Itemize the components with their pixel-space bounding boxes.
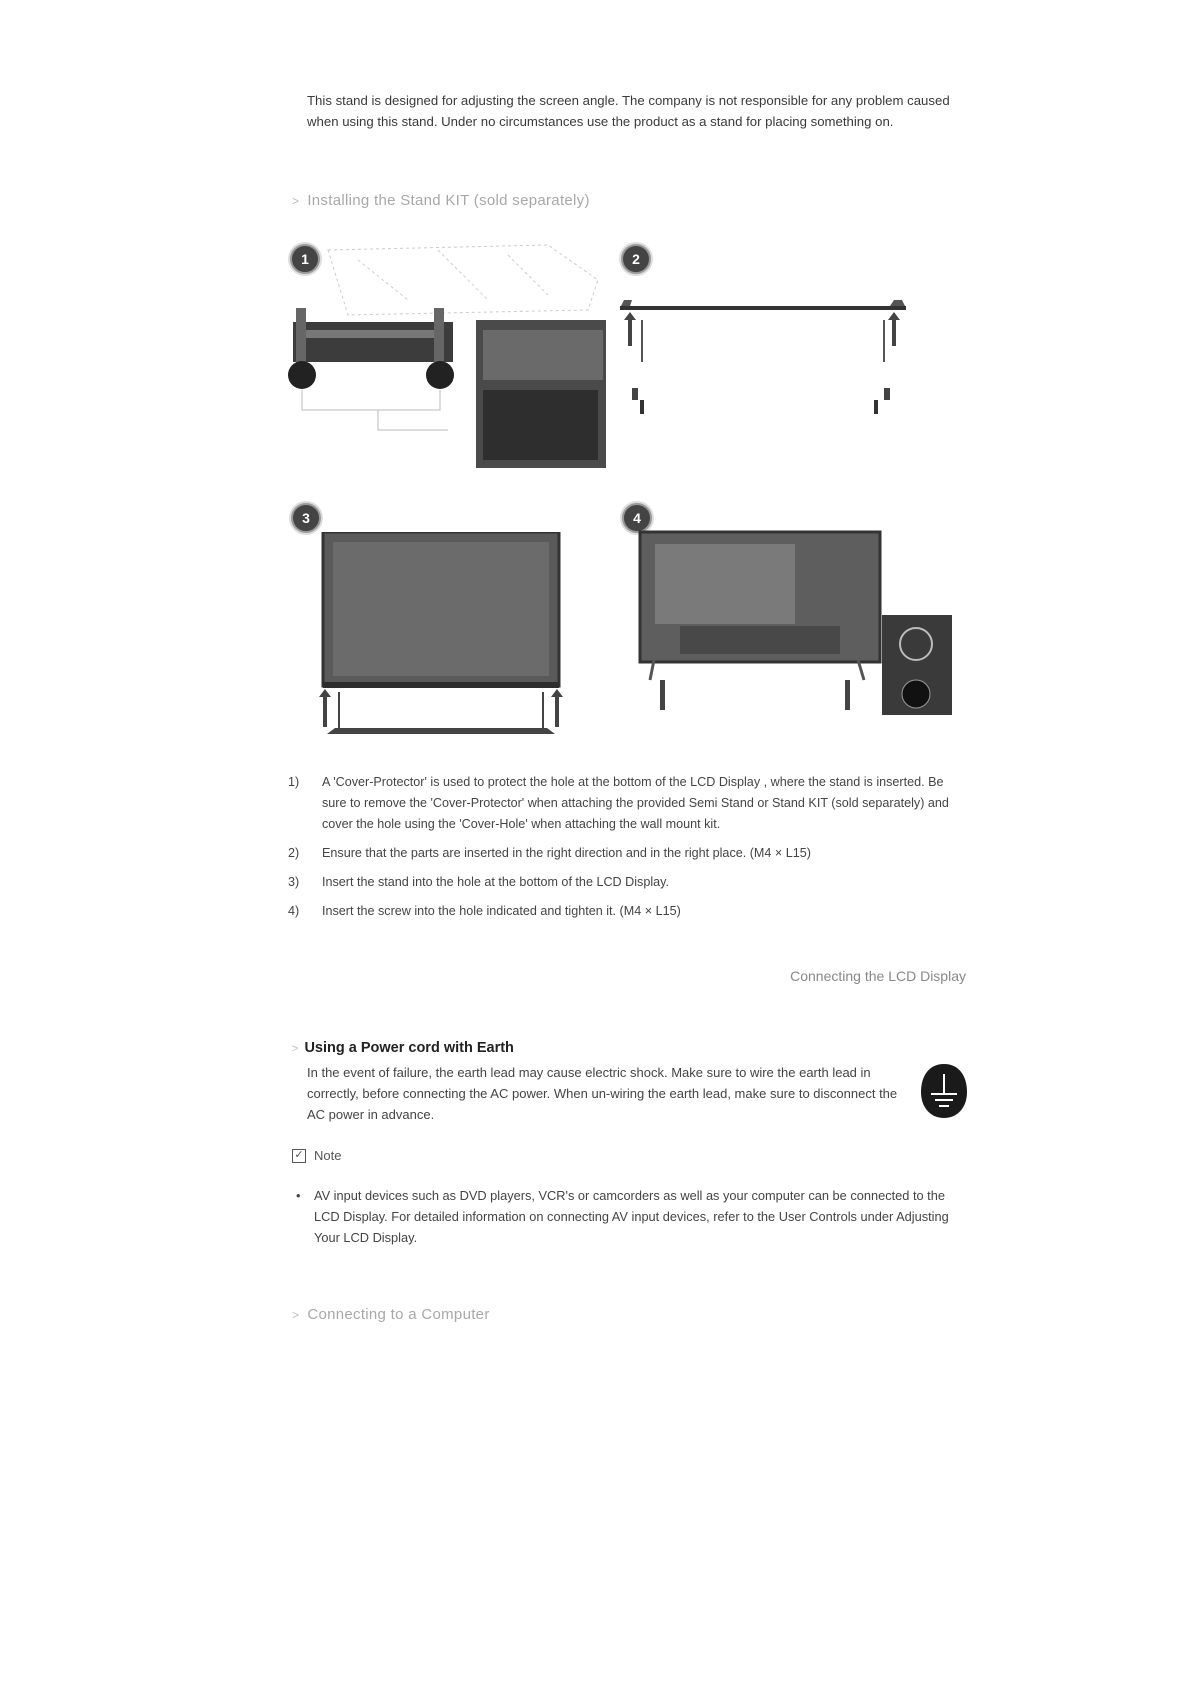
figure-3-left-arrow: [319, 689, 331, 727]
power-cord-text: In the event of failure, the earth lead may cause electric shock. Make sure to wire the earth lead in correctly, before connecting the AC power. When un-wiring the earth lead, make sure to disconnect the AC power in advance.: [307, 1065, 898, 1122]
figure-1-dotted-outline: [328, 245, 598, 315]
figure-step-1: [288, 240, 608, 470]
figure-4-right-screw: [845, 680, 850, 710]
note-label: Note: [314, 1148, 342, 1163]
stand-kit-title-text: Installing the Stand KIT (sold separately): [307, 192, 590, 209]
figure-3-right-arrow: [551, 689, 563, 727]
bullet-icon: •: [296, 1188, 301, 1203]
step-badge-4: 4: [622, 503, 652, 533]
figure-step-4: [620, 530, 960, 720]
step-number: 4): [288, 904, 300, 918]
power-cord-heading: [292, 1040, 514, 1056]
figure-2-left-arrow: [624, 312, 636, 346]
section-marker-icon: >: [292, 1308, 300, 1322]
figure-2-left-screw: [632, 388, 638, 400]
step-number: 1): [288, 775, 300, 789]
step-text: Ensure that the parts are inserted in the right direction and in the right place. (M4 × L15): [322, 846, 811, 860]
step-item-3: [288, 872, 968, 893]
section-marker-icon: >: [292, 194, 300, 208]
step-badge-3: 3: [291, 503, 321, 533]
figure-1-left-hole: [288, 361, 316, 389]
step-number: 2): [288, 846, 300, 860]
power-cord-title: Using a Power cord with Earth: [304, 1040, 514, 1056]
figure-2-right-screw: [884, 388, 890, 400]
figure-1-right-hole: [426, 361, 454, 389]
step-item-1: [288, 772, 968, 835]
step-text: Insert the stand into the hole at the bottom of the LCD Display.: [322, 875, 669, 889]
connecting-lcd-display-link[interactable]: Connecting the LCD Display: [790, 968, 966, 984]
step-badge-2: 2: [621, 244, 651, 274]
figure-1-display-bottom: [293, 322, 453, 362]
figure-2-right-arrow: [888, 312, 900, 346]
step-item-2: [288, 843, 968, 864]
step-number: 3): [288, 875, 300, 889]
step-item-4: [288, 901, 968, 922]
intro-paragraph: This stand is designed for adjusting the screen angle. The company is not responsible for any problem caused when using this stand. Under no circumstances use the product as a stand for placing something on.: [307, 93, 950, 129]
step-badge-1: 1: [290, 244, 320, 274]
note-item: [296, 1185, 966, 1248]
figure-step-3: [315, 532, 575, 737]
steps-list: [288, 772, 968, 930]
connecting-computer-title[interactable]: [292, 1306, 490, 1323]
stand-kit-section-title: [292, 192, 590, 209]
step-text: A 'Cover-Protector' is used to protect the hole at the bottom of the LCD Display , where the stand is inserted. Be sure to remove the 'Cover-Protector' when attaching the provided Semi Stand or Stand KIT (sold separately) and cover the hole using the 'Cover-Hole' when attaching the wall mount kit.: [322, 775, 949, 831]
figure-3-stand-bar: [327, 728, 555, 734]
connecting-computer-text: Connecting to a Computer: [307, 1306, 490, 1323]
figure-step-2: [610, 290, 920, 430]
note-header: [292, 1148, 341, 1163]
section-marker-icon: >: [292, 1043, 299, 1055]
step-text: Insert the screw into the hole indicated and tighten it. (M4 × L15): [322, 904, 681, 918]
note-check-icon: ✓: [292, 1149, 306, 1163]
figure-4-left-screw: [660, 680, 665, 710]
note-item-text: AV input devices such as DVD players, VCR's or camcorders as well as your computer can be connected to the LCD Display. For detailed information on connecting AV input devices, refer to the User Controls under Adjusting Your LCD Display.: [314, 1188, 949, 1245]
earth-ground-icon: [919, 1062, 969, 1120]
